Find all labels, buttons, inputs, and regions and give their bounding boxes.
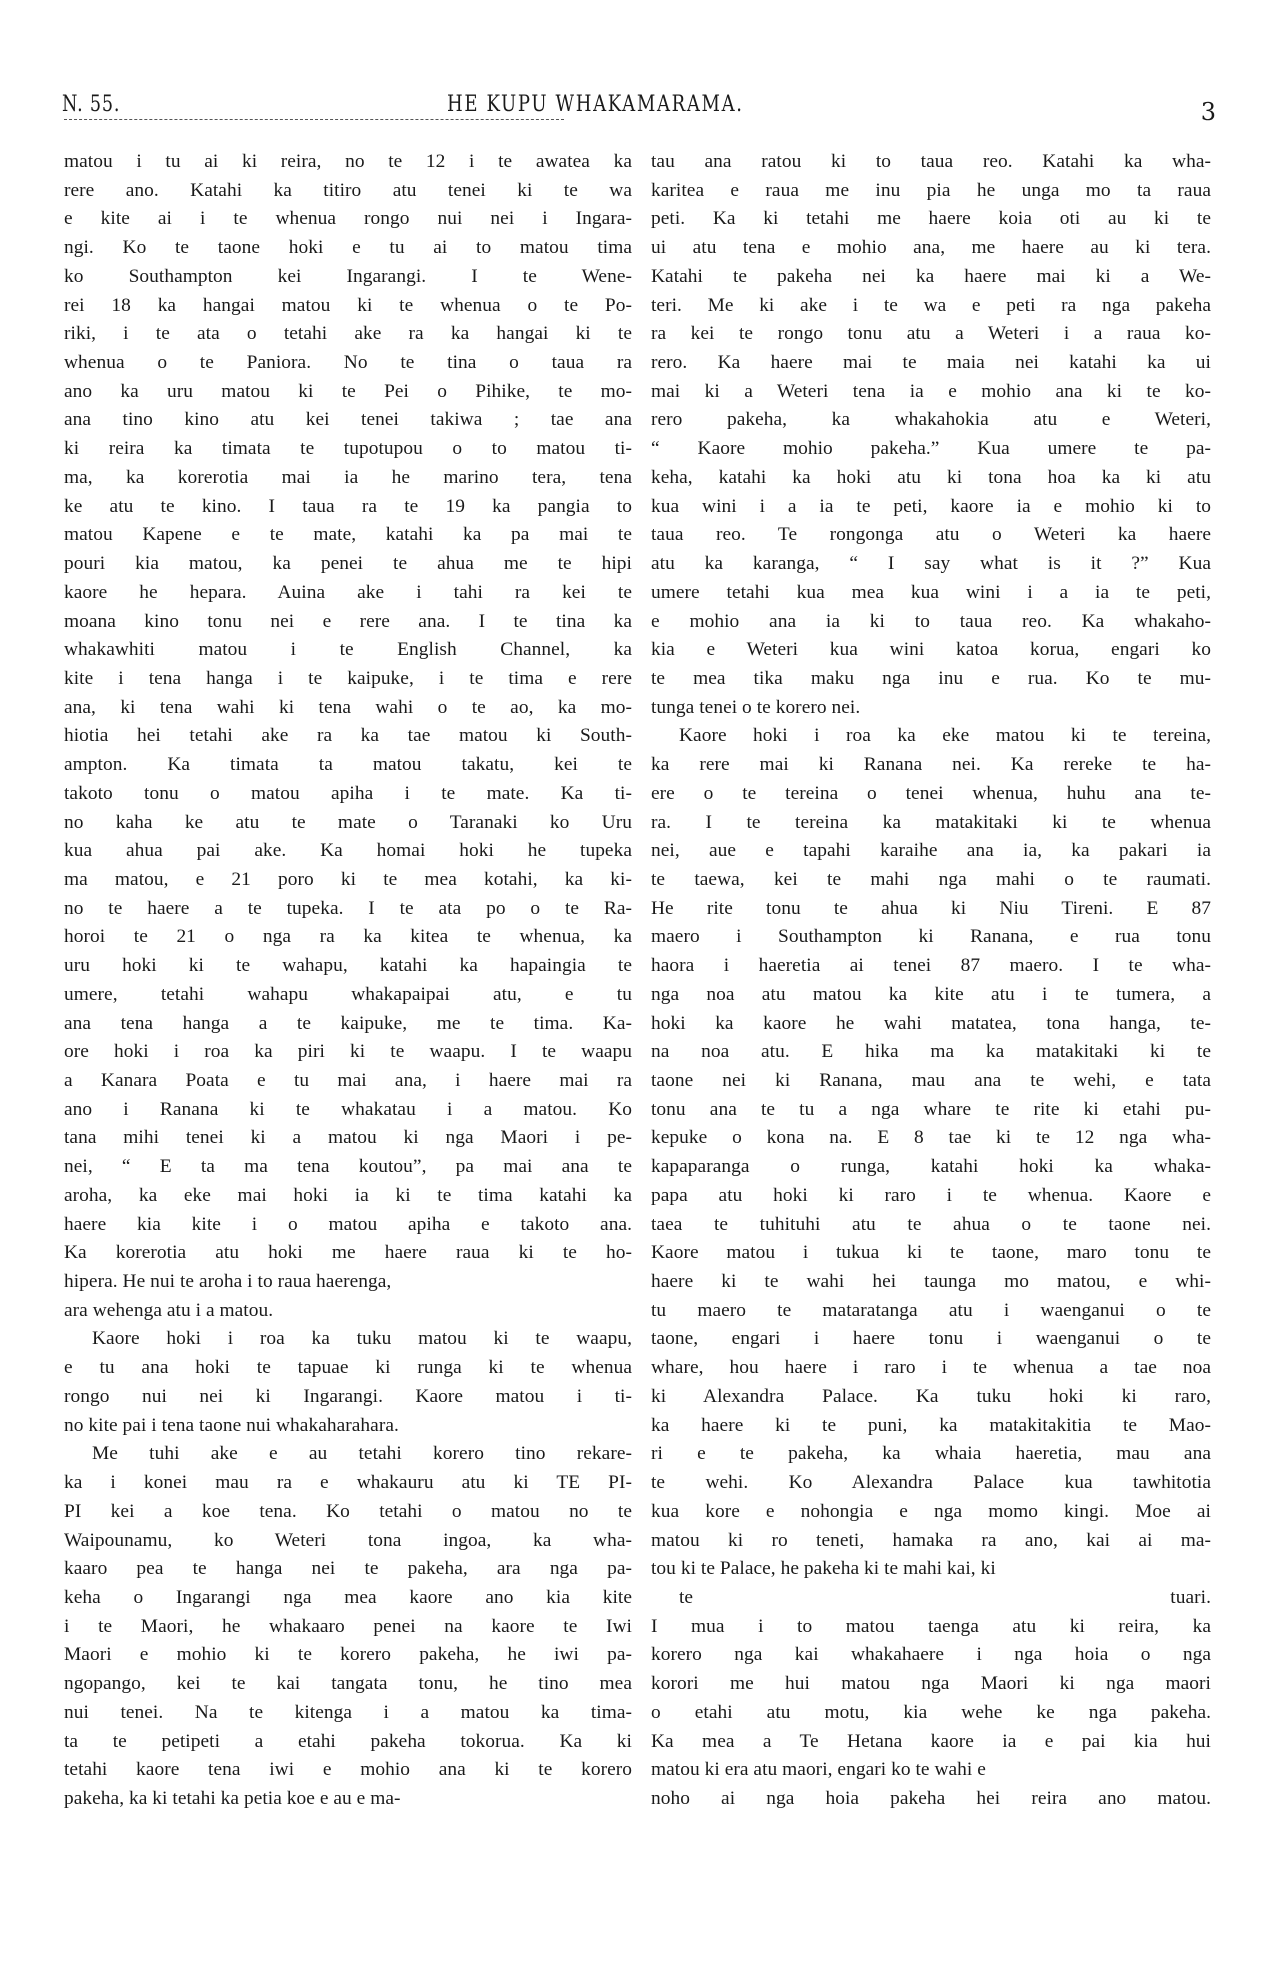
text-line: Maori e mohio ki te korero pakeha, he iwi pa- bbox=[64, 1644, 632, 1666]
text-line: korero nga kai whakahaere i nga hoia o nga bbox=[651, 1644, 1211, 1666]
running-title: HE KUPU WHAKAMARAMA. bbox=[447, 92, 744, 117]
text-line: i te Maori, he whakaaro penei na kaore te Iwi bbox=[64, 1615, 632, 1637]
text-line: kua kore e nohongia e nga momo kingi. Moe ai bbox=[651, 1500, 1211, 1522]
text-line: matou i tu ai ki reira, no te 12 i te awatea ka bbox=[64, 151, 632, 172]
text-line: rongo nui nei ki Ingarangi. Kaore matou i ti- bbox=[64, 1385, 632, 1407]
text-line: tunga tenei o te korero nei. bbox=[651, 696, 861, 718]
text-line: e mohio ana ia ki to taua reo. Ka whakaho- bbox=[651, 610, 1211, 632]
text-line: ma matou, e 21 poro ki te mea kotahi, ka ki- bbox=[64, 868, 632, 890]
text-line: kepuke o kona na. E 8 tae ki te 12 nga wha- bbox=[651, 1127, 1211, 1149]
text-line: tou ki te Palace, he pakeha ki te mahi kai, ki bbox=[651, 1558, 996, 1580]
text-line: ki Alexandra Palace. Ka tuku hoki ki raro, bbox=[651, 1385, 1211, 1407]
text-line: ke atu te kino. I taua ra te 19 ka pangia to bbox=[64, 495, 632, 517]
text-line: pouri kia matou, ka penei te ahua me te hipi bbox=[64, 553, 632, 575]
text-line: kaaro pea te hanga nei te pakeha, ara nga pa- bbox=[64, 1558, 632, 1580]
text-line: taea te tuhituhi atu te ahua o te taone nei. bbox=[651, 1213, 1211, 1235]
page-header bbox=[62, 92, 1216, 132]
text-line: te wehi. Ko Alexandra Palace kua tawhitotia bbox=[651, 1472, 1211, 1494]
text-line: rero. Ka haere mai te maia nei katahi ka ui bbox=[651, 352, 1211, 374]
text-line: ra kei te rongo tonu atu a Weteri i a raua ko- bbox=[651, 323, 1211, 345]
text-line: ngi. Ko te taone hoki e tu ai to matou tima bbox=[64, 237, 632, 259]
text-line: atu ka karanga, “ I say what is it ?” Kua bbox=[651, 553, 1211, 575]
text-line: karitea e raua me inu pia he unga mo ta raua bbox=[651, 179, 1211, 201]
text-line: matou ki era atu maori, engari ko te wahi e bbox=[651, 1759, 986, 1781]
text-line: ore hoki i roa ka piri ki te waapu. I te waapu bbox=[64, 1041, 632, 1063]
text-line: ano ka uru matou ki te Pei o Pihike, te mo- bbox=[64, 380, 632, 402]
text-line: ana tino kino atu kei tenei takiwa ; tae ana bbox=[64, 409, 632, 431]
text-line: tau ana ratou ki to taua reo. Katahi ka wha- bbox=[651, 151, 1211, 172]
text-line: ma, ka korerotia mai ia he marino tera, tena bbox=[64, 466, 632, 488]
text-line: whakawhiti matou i te English Channel, ka bbox=[64, 639, 632, 661]
text-line: tana mihi tenei ki a matou ki nga Maori i pe- bbox=[64, 1127, 632, 1149]
text-line: ri e te pakeha, ka whaia haeretia, mau ana bbox=[651, 1443, 1211, 1465]
text-line: hipera. He nui te aroha i to raua haerenga, bbox=[64, 1271, 392, 1293]
text-line: pakeha, ka ki tetahi ka petia koe e au e ma- bbox=[64, 1787, 401, 1809]
text-line: haora i haeretia ai tenei 87 maero. I te wha- bbox=[651, 955, 1211, 977]
text-line: Ka korerotia atu hoki me haere raua ki te ho- bbox=[64, 1242, 632, 1264]
text-line: ampton. Ka timata ta matou takatu, kei te bbox=[64, 754, 632, 776]
text-line: taone nei ki Ranana, mau ana te wehi, e tata bbox=[651, 1070, 1211, 1091]
text-line: ki reira ka timata te tupotupou o to matou ti- bbox=[64, 438, 632, 460]
text-line: ka rere mai ki Ranana nei. Ka rereke te ha- bbox=[651, 754, 1211, 776]
text-line: Kaore hoki i roa ka tuku matou ki te waapu, bbox=[92, 1328, 632, 1350]
text-line: keha, katahi ka hoki atu ki tona hoa ka ki atu bbox=[651, 466, 1211, 488]
text-line: keha o Ingarangi nga mea kaore ano kia kite bbox=[64, 1586, 632, 1608]
text-line: tu maero te mataratanga atu i waenganui o te bbox=[651, 1299, 1211, 1321]
text-line: rei 18 ka hangai matou ki te whenua o te Po- bbox=[64, 294, 632, 316]
text-line: whare, hou haere i raro i te whenua a tae noa bbox=[651, 1357, 1211, 1379]
text-line: matou ki ro teneti, hamaka ra ano, kai ai ma- bbox=[651, 1529, 1211, 1551]
text-line: papa atu hoki ki raro i te whenua. Kaore e bbox=[651, 1184, 1211, 1206]
text-line: te tuari. bbox=[679, 1586, 1211, 1608]
text-line: korori me hui matou nga Maori ki nga maori bbox=[651, 1673, 1211, 1695]
text-line: tonu ana te tu a nga whare te rite ki etahi pu- bbox=[651, 1098, 1211, 1120]
text-line: Waipounamu, ko Weteri tona ingoa, ka wha- bbox=[64, 1529, 632, 1551]
text-line: takoto tonu o matou apiha i te mate. Ka ti- bbox=[64, 782, 632, 804]
text-line: te taewa, kei te mahi nga mahi o te raumati. bbox=[651, 868, 1211, 890]
text-line: mai ki a Weteri tena ia e mohio ana ki te ko- bbox=[651, 380, 1211, 402]
text-line: tetahi kaore tena iwi e mohio ana ki te korero bbox=[64, 1759, 632, 1781]
text-line: matou Kapene e te mate, katahi ka pa mai te bbox=[64, 524, 632, 546]
text-line: PI kei a koe tena. Ko tetahi o matou no te bbox=[64, 1500, 632, 1522]
text-line: Kaore matou i tukua ki te taone, maro tonu te bbox=[651, 1242, 1211, 1264]
text-line: no kite pai i tena taone nui whakaharahara. bbox=[64, 1414, 399, 1436]
text-line: taone, engari i haere tonu i waenganui o te bbox=[651, 1328, 1211, 1350]
text-line: ara wehenga atu i a matou. bbox=[64, 1299, 274, 1321]
issue-number: N. 55. bbox=[62, 92, 121, 117]
right-column bbox=[651, 148, 1211, 1814]
text-line: kua ahua pai ake. Ka homai hoki he tupeka bbox=[64, 840, 632, 862]
text-line: uru hoki ki te wahapu, katahi ka hapaingia te bbox=[64, 955, 632, 977]
text-line: e kite ai i te whenua rongo nui nei i Ingara- bbox=[64, 208, 632, 230]
text-line: haere ki te wahi hei taunga mo matou, e whi- bbox=[651, 1271, 1211, 1293]
text-line: aroha, ka eke mai hoki ia ki te tima katahi ka bbox=[64, 1184, 632, 1206]
text-line: ere o te tereina o tenei whenua, huhu ana te- bbox=[651, 782, 1211, 804]
text-line: kia e Weteri kua wini katoa korua, engari ko bbox=[651, 639, 1211, 661]
text-line: ana tena hanga a te kaipuke, me te tima. Ka- bbox=[64, 1012, 632, 1034]
text-line: noho ai nga hoia pakeha hei reira ano matou. bbox=[651, 1787, 1211, 1809]
text-line: teri. Me ki ake i te wa e peti ra nga pakeha bbox=[651, 294, 1211, 316]
text-line: rere ano. Katahi ka titiro atu tenei ki te wa bbox=[64, 179, 632, 201]
text-line: rero pakeha, ka whakahokia atu e Weteri, bbox=[651, 409, 1211, 431]
text-line: kaore he hepara. Auina ake i tahi ra kei te bbox=[64, 581, 632, 603]
text-line: a Kanara Poata e tu mai ana, i haere mai ra bbox=[64, 1070, 632, 1091]
text-line: haere kia kite i o matou apiha e takoto ana. bbox=[64, 1213, 632, 1235]
text-line: ngopango, kei te kai tangata tonu, he tino mea bbox=[64, 1673, 632, 1695]
text-line: whenua o te Paniora. No te tina o taua ra bbox=[64, 352, 632, 374]
text-line: I mua i to matou taenga atu ki reira, ka bbox=[651, 1615, 1211, 1637]
text-line: te mea tika maku nga inu e rua. Ko te mu- bbox=[651, 667, 1211, 689]
text-line: ka haere ki te puni, ka matakitakitia te Mao- bbox=[651, 1414, 1211, 1436]
text-line: Ka mea a Te Hetana kaore ia e pai kia hui bbox=[651, 1730, 1211, 1752]
text-line: He rite tonu te ahua ki Niu Tireni. E 87 bbox=[651, 897, 1211, 919]
text-line: moana kino tonu nei e rere ana. I te tina ka bbox=[64, 610, 632, 632]
text-line: nei, “ E ta ma tena koutou”, pa mai ana te bbox=[64, 1156, 632, 1178]
text-line: umere, tetahi wahapu whakapaipai atu, e tu bbox=[64, 983, 632, 1005]
page-number: 3 bbox=[1200, 98, 1216, 126]
text-line: riki, i te ata o tetahi ake ra ka hangai ki te bbox=[64, 323, 632, 345]
text-line: horoi te 21 o nga ra ka kitea te whenua, ka bbox=[64, 926, 632, 948]
text-line: kite i tena hanga i te kaipuke, i te tima e rere bbox=[64, 667, 632, 689]
text-line: nei, aue e tapahi karaihe ana ia, ka pakari ia bbox=[651, 840, 1211, 862]
text-line: hiotia hei tetahi ake ra ka tae matou ki South- bbox=[64, 725, 632, 747]
text-line: Katahi te pakeha nei ka haere mai ki a We- bbox=[651, 265, 1211, 287]
text-line: “ Kaore mohio pakeha.” Kua umere te pa- bbox=[651, 438, 1211, 460]
text-line: nga noa atu matou ka kite atu i te tumera, a bbox=[651, 983, 1211, 1005]
left-column bbox=[64, 148, 632, 1814]
header-rule bbox=[64, 119, 564, 120]
text-line: ka i konei mau ra e whakauru atu ki TE PI- bbox=[64, 1472, 632, 1494]
text-line: no kaha ke atu te mate o Taranaki ko Uru bbox=[64, 811, 632, 833]
text-line: ko Southampton kei Ingarangi. I te Wene- bbox=[64, 265, 632, 287]
text-line: na noa atu. E hika ma ka matakitaki ki te bbox=[651, 1041, 1211, 1063]
text-line: e tu ana hoki te tapuae ki runga ki te whenua bbox=[64, 1357, 632, 1379]
text-line: ra. I te tereina ka matakitaki ki te whenua bbox=[651, 811, 1211, 833]
text-line: umere tetahi kua mea kua wini i a ia te peti, bbox=[651, 581, 1211, 603]
text-line: Me tuhi ake e au tetahi korero tino rekare- bbox=[92, 1443, 632, 1465]
text-line: ano i Ranana ki te whakatau i a matou. Ko bbox=[64, 1098, 632, 1120]
text-line: kapaparanga o runga, katahi hoki ka whaka- bbox=[651, 1156, 1211, 1178]
text-line: no te haere a te tupeka. I te ata po o te Ra- bbox=[64, 897, 632, 919]
text-line: taua reo. Te rongonga atu o Weteri ka haere bbox=[651, 524, 1211, 546]
text-line: Kaore hoki i roa ka eke matou ki te tereina, bbox=[679, 725, 1211, 747]
text-line: ui atu tena e mohio ana, me haere au ki tera. bbox=[651, 237, 1211, 259]
text-line: ana, ki tena wahi ki tena wahi o te ao, ka mo- bbox=[64, 696, 632, 718]
text-line: maero i Southampton ki Ranana, e rua tonu bbox=[651, 926, 1211, 948]
text-line: hoki ka kaore he wahi matatea, tona hanga, te- bbox=[651, 1012, 1211, 1034]
text-line: peti. Ka ki tetahi me haere koia oti au ki te bbox=[651, 208, 1211, 230]
text-line: ta te petipeti a etahi pakeha tokorua. Ka ki bbox=[64, 1730, 632, 1752]
text-line: kua wini i a ia te peti, kaore ia e mohio ki to bbox=[651, 495, 1211, 517]
text-line: o etahi atu motu, kia wehe ke nga pakeha. bbox=[651, 1701, 1211, 1723]
text-line: nui tenei. Na te kitenga i a matou ka tima- bbox=[64, 1701, 632, 1723]
